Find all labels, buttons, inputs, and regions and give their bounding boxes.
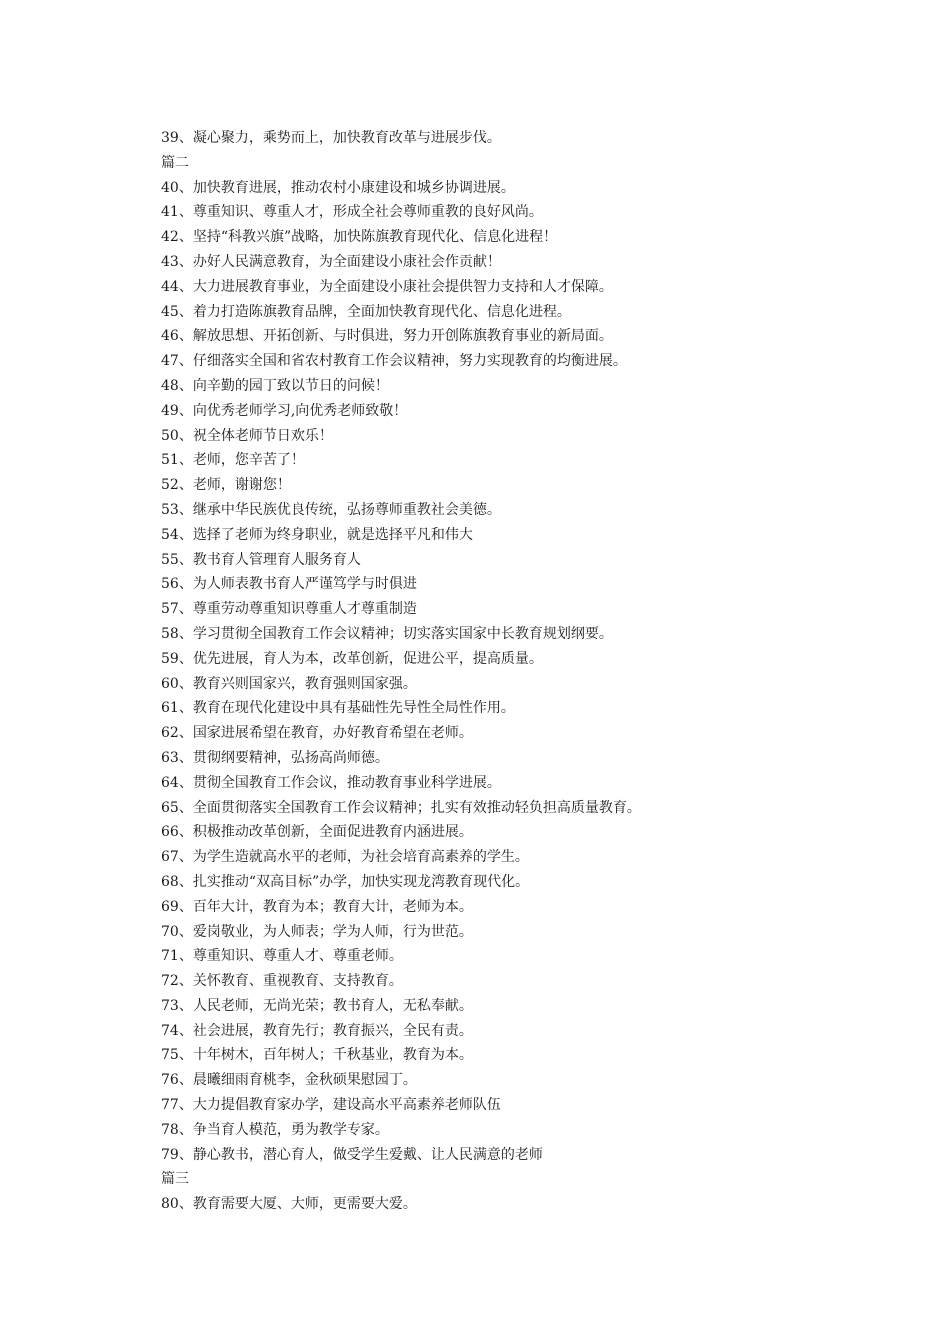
list-item: 58、学习贯彻全国教育工作会议精神；切实落实国家中长教育规划纲要。 bbox=[161, 625, 613, 642]
list-item: 77、大力提倡教育家办学，建设高水平高素养老师队伍 bbox=[161, 1097, 501, 1114]
list-item: 69、百年大计，教育为本；教育大计，老师为本。 bbox=[161, 898, 473, 915]
list-item: 48、向辛勤的园丁致以节日的问候！ bbox=[161, 377, 389, 394]
list-item: 61、教育在现代化建设中具有基础性先导性全局性作用。 bbox=[161, 700, 515, 717]
document-body bbox=[161, 126, 881, 1217]
list-item: 66、积极推动改革创新，全面促进教育内涵进展。 bbox=[161, 824, 473, 841]
list-item: 49、向优秀老师学习,向优秀老师致敬！ bbox=[161, 402, 408, 419]
list-item: 54、选择了老师为终身职业，就是选择平凡和伟大 bbox=[161, 526, 473, 543]
list-item: 52、老师，谢谢您！ bbox=[161, 477, 291, 494]
list-item: 65、全面贯彻落实全国教育工作会议精神；扎实有效推动轻负担高质量教育。 bbox=[161, 799, 641, 816]
list-item: 70、爱岗敬业，为人师表；学为人师，行为世范。 bbox=[161, 923, 473, 940]
list-item: 45、着力打造陈旗教育品牌，全面加快教育现代化、信息化进程。 bbox=[161, 303, 571, 320]
list-item: 71、尊重知识、尊重人才、尊重老师。 bbox=[161, 948, 403, 965]
list-item: 57、尊重劳动尊重知识尊重人才尊重制造 bbox=[161, 601, 417, 618]
list-item: 75、十年树木，百年树人；千秋基业，教育为本。 bbox=[161, 1047, 473, 1064]
list-item: 39、凝心聚力，乘势而上，加快教育改革与进展步伐。 bbox=[161, 130, 501, 146]
list-item: 56、为人师表教书育人严谨笃学与时俱进 bbox=[161, 576, 417, 593]
list-item: 53、继承中华民族优良传统，弘扬尊师重教社会美德。 bbox=[161, 501, 501, 518]
list-item: 59、优先进展，育人为本，改革创新，促进公平，提高质量。 bbox=[161, 650, 543, 667]
list-item: 50、祝全体老师节日欢乐！ bbox=[161, 427, 333, 444]
list-item: 42、坚持“科教兴旗”战略，加快陈旗教育现代化、信息化进程！ bbox=[161, 229, 558, 246]
list-item: 76、晨曦细雨育桃李，金秋硕果慰园丁。 bbox=[161, 1072, 417, 1089]
list-item: 68、扎实推动“双高目标”办学，加快实现龙湾教育现代化。 bbox=[161, 873, 530, 890]
list-item: 55、教书育人管理育人服务育人 bbox=[161, 551, 361, 568]
list-item: 60、教育兴则国家兴，教育强则国家强。 bbox=[161, 675, 417, 692]
list-item: 62、国家进展希望在教育，办好教育希望在老师。 bbox=[161, 725, 473, 742]
list-item: 47、仔细落实全国和省农村教育工作会议精神，努力实现教育的均衡进展。 bbox=[161, 353, 627, 370]
list-item: 73、人民老师，无尚光荣；教书育人，无私奉献。 bbox=[161, 997, 473, 1014]
list-item: 80、教育需要大厦、大师，更需要大爱。 bbox=[161, 1196, 417, 1213]
list-item: 78、争当育人模范，勇为教学专家。 bbox=[161, 1121, 389, 1138]
section-heading: 篇三 bbox=[161, 1171, 189, 1188]
list-item: 44、大力进展教育事业，为全面建设小康社会提供智力支持和人才保障。 bbox=[161, 278, 613, 295]
list-item: 63、贯彻纲要精神，弘扬高尚师德。 bbox=[161, 749, 389, 766]
list-item: 64、贯彻全国教育工作会议，推动教育事业科学进展。 bbox=[161, 774, 501, 791]
list-item: 43、办好人民满意教育，为全面建设小康社会作贡献！ bbox=[161, 253, 501, 270]
list-item: 79、静心教书，潜心育人，做受学生爱戴、让人民满意的老师 bbox=[161, 1146, 543, 1163]
list-item: 67、为学生造就高水平的老师，为社会培育高素养的学生。 bbox=[161, 849, 529, 866]
list-item: 46、解放思想、开拓创新、与时俱进，努力开创陈旗教育事业的新局面。 bbox=[161, 328, 613, 345]
list-item: 40、加快教育进展，推动农村小康建设和城乡协调进展。 bbox=[161, 179, 515, 196]
list-item: 72、关怀教育、重视教育、支持教育。 bbox=[161, 973, 403, 990]
list-item: 41、尊重知识、尊重人才，形成全社会尊师重教的良好风尚。 bbox=[161, 204, 543, 221]
section-heading: 篇二 bbox=[161, 154, 189, 171]
list-item: 51、老师，您辛苦了！ bbox=[161, 452, 305, 469]
list-item: 74、社会进展，教育先行；教育振兴，全民有责。 bbox=[161, 1022, 473, 1039]
